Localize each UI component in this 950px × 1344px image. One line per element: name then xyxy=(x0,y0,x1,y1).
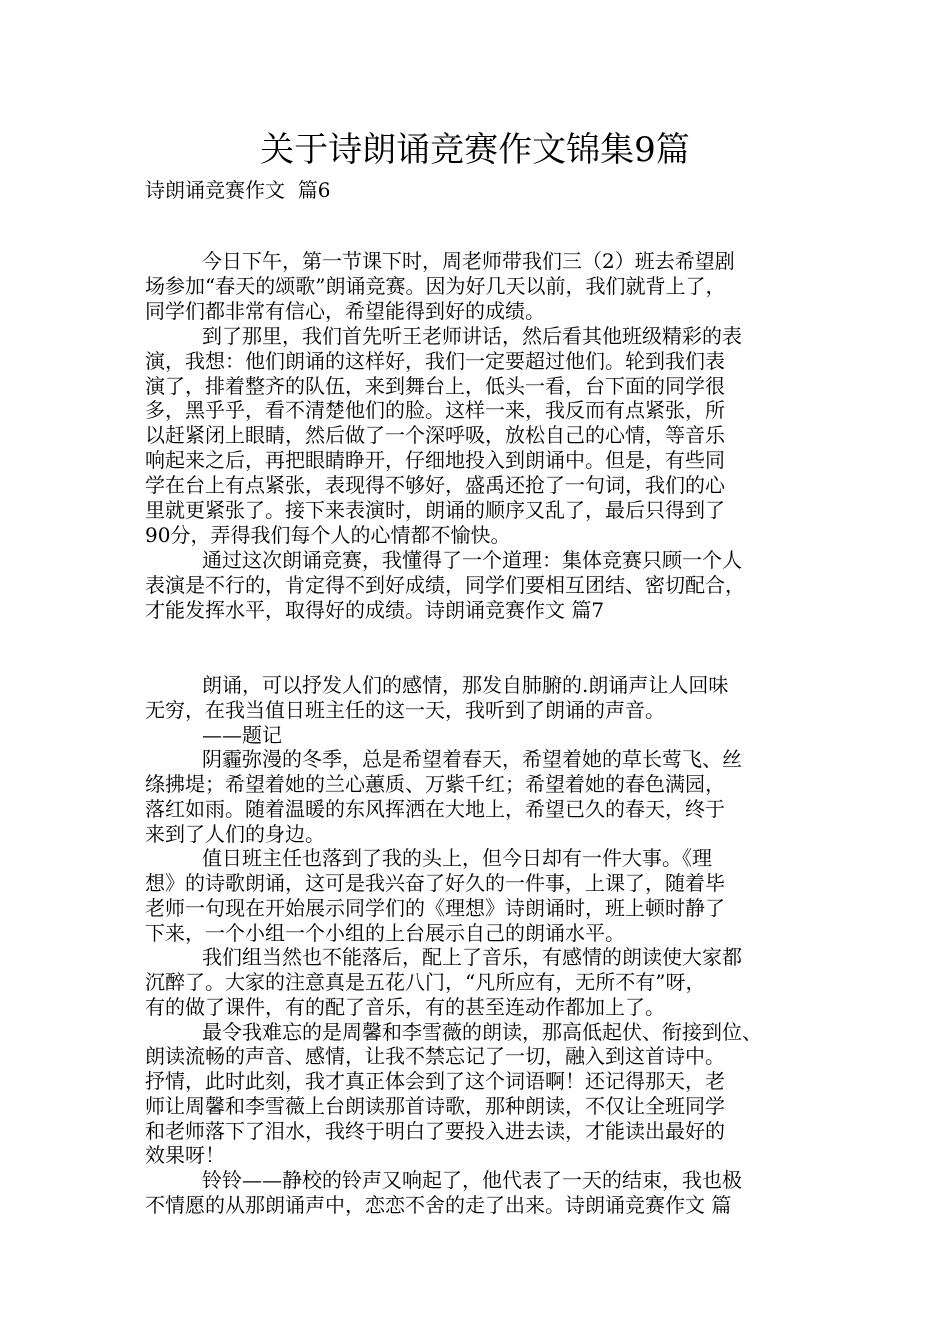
text-line: 同学们都非常有信心，希望能得到好的成绩。 xyxy=(145,298,545,323)
text-line: 通过这次朗诵竞赛，我懂得了一个道理：集体竞赛只顾一个人 xyxy=(202,547,742,572)
text-line: 师让周馨和李雪薇上台朗读那首诗歌，那种朗读，不仅让全班同学 xyxy=(145,1093,725,1118)
text-line: 无穷，在我当值日班主任的这一天，我听到了朗诵的声音。 xyxy=(145,697,665,722)
text-line: 多，黑乎乎，看不清楚他们的脸。这样一来，我反而有点紧张，所 xyxy=(145,398,725,423)
text-line: 演，我想：他们朗诵的这样好，我们一定要超过他们。轮到我们表 xyxy=(145,348,725,373)
text-line: 落红如雨。随着温暖的东风挥洒在大地上，希望已久的春天，终于 xyxy=(145,796,725,821)
text-line: 想》的诗歌朗诵，这可是我兴奋了好久的一件事，上课了，随着毕 xyxy=(145,871,725,895)
text-line: 表演是不行的，肯定得不到好成绩，同学们要相互团结、密切配合， xyxy=(145,572,745,597)
text-line: 响起来之后，再把眼睛睁开，仔细地投入到朗诵中。但是，有些同 xyxy=(145,448,725,473)
text-line: 90分，弄得我们每个人的心情都不愉快。 xyxy=(145,522,511,547)
text-line: 效果呀！ xyxy=(145,1143,225,1168)
text-line: 绦拂堤；希望着她的兰心蕙质、万紫千红；希望着她的春色满园， xyxy=(145,772,725,796)
text-line: 和老师落下了泪水，我终于明白了要投入进去读，才能读出最好的 xyxy=(145,1118,725,1143)
text-line: 沉醉了。大家的注意真是五花八门，“凡所应有，无所不有”呀， xyxy=(145,970,706,994)
text-line: 才能发挥水平，取得好的成绩。诗朗诵竞赛作文 篇7 xyxy=(145,597,605,622)
text-line: 来到了人们的身边。 xyxy=(145,821,325,846)
text-line: 不情愿的从那朗诵声中，恋恋不舍的走了出来。诗朗诵竞赛作文 篇 xyxy=(145,1192,732,1217)
text-line: 到了那里，我们首先听王老师讲话，然后看其他班级精彩的表 xyxy=(202,323,742,348)
essay-block-2 xyxy=(145,673,825,1218)
text-line: 值日班主任也落到了我的头上，但今日却有一件大事。《理 xyxy=(202,846,712,871)
text-line: 我们组当然也不能落后，配上了音乐，有感情的朗读使大家都 xyxy=(202,945,742,970)
text-line: 演了，排着整齐的队伍，来到舞台上，低头一看，台下面的同学很 xyxy=(145,373,725,398)
essay-block-1 xyxy=(145,249,825,623)
text-line: 场参加“春天的颂歌”朗诵竞赛。因为好几天以前，我们就背上了， xyxy=(145,273,726,298)
text-line: 今日下午，第一节课下时，周老师带我们三（2）班去希望剧 xyxy=(202,249,735,273)
text-line: 阴霾弥漫的冬季，总是希望着春天，希望着她的草长莺飞、丝 xyxy=(202,747,742,772)
text-line: 朗诵，可以抒发人们的感情，那发自肺腑的.朗诵声让人回味 xyxy=(202,673,729,697)
text-line: 有的做了课件，有的配了音乐，有的甚至连动作都加上了。 xyxy=(145,994,665,1019)
text-line: 抒情，此时此刻，我才真正体会到了这个词语啊！还记得那天，老 xyxy=(145,1069,725,1093)
text-line: 老师一句现在开始展示同学们的《理想》诗朗诵时，班上顿时静了 xyxy=(145,895,725,920)
page-title: 关于诗朗诵竞赛作文锦集9篇 xyxy=(260,130,690,170)
text-line: 最令我难忘的是周馨和李雪薇的朗读，那高低起伏、衔接到位、 xyxy=(202,1019,762,1044)
text-line: 下来，一个小组一个小组的上台展示自己的朗诵水平。 xyxy=(145,920,625,945)
text-line: 以赶紧闭上眼睛，然后做了一个深呼吸，放松自己的心情，等音乐 xyxy=(145,423,725,448)
text-line: 里就更紧张了。接下来表演时，朗诵的顺序又乱了，最后只得到了 xyxy=(145,498,725,523)
text-line: 学在台上有点紧张，表现得不够好，盛禹还抢了一句词，我们的心 xyxy=(145,473,725,498)
section-heading: 诗朗诵竞赛作文 篇6 xyxy=(145,178,331,202)
text-line: ——题记 xyxy=(202,722,282,747)
text-line: 朗读流畅的声音、感情，让我不禁忘记了一切，融入到这首诗中。 xyxy=(145,1044,725,1069)
text-line: 铃铃——静校的铃声又响起了，他代表了一天的结束，我也极 xyxy=(202,1168,742,1192)
